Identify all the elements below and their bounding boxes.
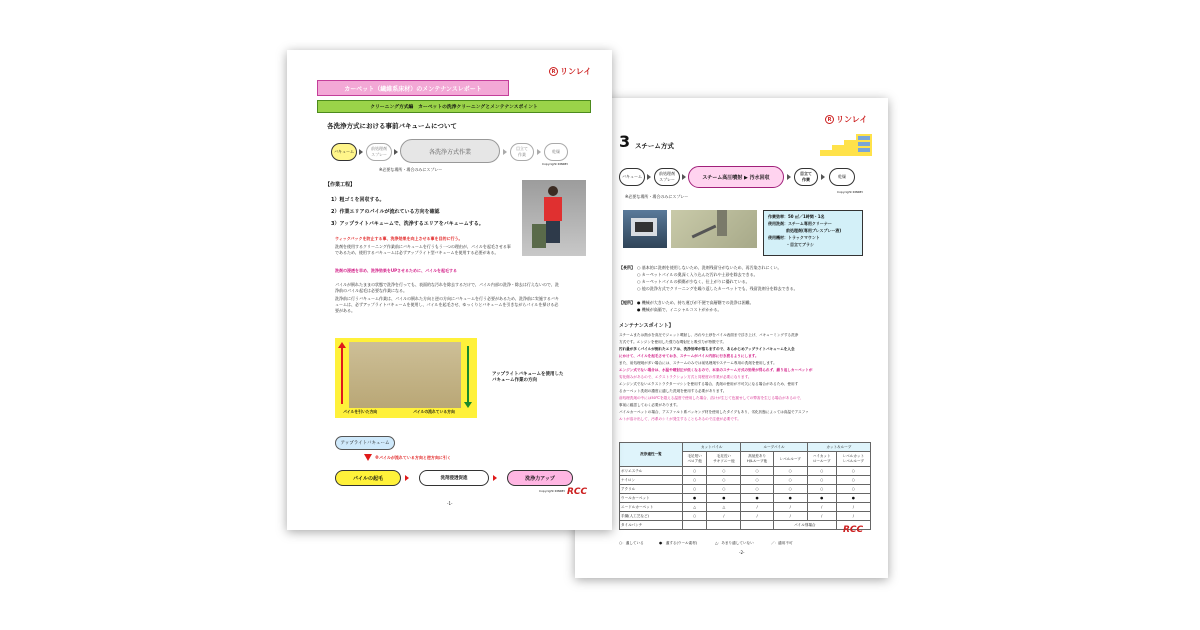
legend-item: △：あまり適していない bbox=[715, 541, 754, 545]
legend-item: ○：適している bbox=[619, 541, 644, 545]
flow-step-raise: 目立て 作業 bbox=[510, 143, 534, 161]
down-arrow-icon bbox=[364, 454, 372, 461]
magenta-note: 洗剤の浸透を早め、洗浄効果をUPさせるために、パイルを起毛する bbox=[335, 268, 458, 273]
paragraph-2: パイルが倒れたままの状態で洗浄を行っても、表面的な汚れを除去するだけで、パイル内部の洗浄・除去は行えないので、洗浄前のパイル起毛は必要な作業になる。 bbox=[335, 282, 559, 293]
demerit-item: ● 機械が高価で、イニシャルコストがかかる。 bbox=[637, 307, 722, 312]
suitability-table: 洗浄適性一覧 カットパイル ループパイル カット＆ループ 毛足短い ベロア他 毛足長い サキソニー他 高低差あり H/Lループ他 レベルループ ハイカット ローループ レベルカット レベルループ ポリエステル ○ ○ ○ ○ ○ ○ ナイロン ○ ○ ○ ○ ○ ○ アクリル ○ ○ ○ ○ ○ ○ ウールカーペット ● ● ● ● ● ● ニードルカーペット △ △ / / / / 手織(人工芝など) ○ / / / / / タイルパンチ パイル別場合 bbox=[619, 442, 871, 530]
table-header: カット＆ループ bbox=[807, 443, 870, 452]
flow-step-prespray: 前処理剤 スプレー bbox=[366, 143, 392, 161]
demerit-item: ● 機械が大きいため、持ち運びが不便で高層階での洗浄は困難。 bbox=[637, 300, 754, 305]
flow-step-cleaning: 各洗浄方式作業 bbox=[400, 139, 500, 163]
rinrei-logo bbox=[825, 114, 867, 125]
flow-arrow-icon bbox=[359, 149, 363, 155]
flow-note: ※必要な場所・場合のみにスプレー bbox=[379, 167, 443, 172]
flow-arrow-icon bbox=[682, 174, 686, 180]
rcc-logo: RCC bbox=[843, 525, 864, 535]
step-item: 2）作業エリアのパイルが流れている方向を確認 bbox=[331, 209, 440, 215]
flow-step-raise: 目立て 作業 bbox=[794, 168, 818, 186]
work-info-box: 作業効率：50 ㎡／1時間・1名 使用洗剤：スチーム専用クリーナー 前処理剤(専用プレスプレー液) 使用機材：トラックマウント ・目立てブラシ bbox=[763, 210, 863, 256]
report-page-1 bbox=[287, 50, 612, 530]
flow-arrow-icon bbox=[503, 149, 507, 155]
merit-item: ○ 基本的に洗剤を使用しないため、洗剤残留分がないため、再汚染されにくい。 bbox=[637, 265, 782, 270]
maintenance-title: メンテナンスポイント】 bbox=[619, 323, 674, 329]
report-header bbox=[317, 80, 509, 96]
table-row: ニードルカーペット △ △ / / / / bbox=[620, 503, 871, 512]
flow-arrow-icon bbox=[493, 475, 497, 481]
truck-mount-photo bbox=[623, 210, 667, 248]
section-title: スチーム方式 bbox=[635, 142, 674, 150]
flow-step-prespray: 前処理剤 スプレー bbox=[654, 168, 680, 186]
logo-text: リンレイ bbox=[560, 67, 592, 76]
table-row: アクリル ○ ○ ○ ○ ○ ○ bbox=[620, 485, 871, 494]
flow-step-vacuum: バキューム bbox=[331, 143, 357, 161]
paragraph-1: 洗剤を使用するクリーニング作業前にバキュームを行うもう一つの理由が、パイルを起毛させる事であるため、使用するバキュームは必ずアップライト型バキュームを使用する必要がある。 bbox=[335, 244, 511, 255]
section-bar-text: クリーニング方式編 カーペットの洗浄クリーニングとメンテナンスポイント bbox=[370, 105, 538, 110]
page-number: -1- bbox=[447, 501, 453, 506]
maintenance-line: ルトが溶け出して、汚系のシミが発生することもあるので注意が必要です。 bbox=[619, 417, 741, 421]
maintenance-line: 汚れ量が多くパイルが倒れたエリアは、洗浄効率が落ちますので、あらかじめアップライトバキュームを入念 bbox=[619, 347, 795, 351]
flow-step-steam: スチーム高圧噴射 ▶ 汚水回収 bbox=[688, 166, 784, 188]
rinrei-logo bbox=[549, 66, 591, 77]
work-title: 【作業工程】 bbox=[325, 182, 356, 188]
carpet-cleaning-photo bbox=[671, 210, 757, 248]
report-title: カーペット（繊維系床材）のメンテナンスレポート bbox=[344, 85, 482, 93]
copyright: Copyright RINREI bbox=[837, 190, 863, 194]
red-note: ウィックバックを防止する事、洗浄効果を向上させる事を目的に行う。 bbox=[335, 236, 463, 241]
bottom-note: ※パイルが流れている方向と逆方向に引く bbox=[375, 455, 451, 460]
report-page-2 bbox=[575, 98, 888, 578]
table-row: 手織(人工芝など) ○ / / / / / bbox=[620, 512, 871, 521]
merits-label: 【長所】 bbox=[619, 265, 635, 270]
pile-direction-figure bbox=[335, 338, 477, 418]
maintenance-line: また、前処理剤が多い場合には、スチームのみでは前処理剤やスチーム専用の洗剤を使用します。 bbox=[619, 361, 777, 365]
table-row: ナイロン ○ ○ ○ ○ ○ ○ bbox=[620, 476, 871, 485]
maintenance-line: パイルカーペットの場合、アスファルト系バッキング材を使用したタイプもあり、劣化状態によっては高温でアスファ bbox=[619, 410, 809, 414]
flow-arrow-icon bbox=[405, 475, 409, 481]
maintenance-line: 事前に確認しておく必要があります。 bbox=[619, 403, 680, 407]
maintenance-line: 前処理洗剤の中には50℃を超える温度で使用した場合、溶けが生じて色褪せしての弊害を生じる場合があるので、 bbox=[619, 396, 804, 400]
maintenance-line: るカーペット洗剤の濃度に適した洗剤を使用する必要があります。 bbox=[619, 389, 727, 393]
rcc-logo: RCC bbox=[567, 487, 588, 497]
table-row: タイルパンチ パイル別場合 bbox=[620, 521, 871, 530]
paragraph-3: 洗浄前に行うバキューム作業は、パイルの倒れた方向と逆の方向にバキュームを行う必要があるため、洗浄前に実施するバキュームは、必ずアップライトバキュームを使用し、パイルを起毛させ、ゆっくりとバキュームを引きながらパイルを掃ける必要がある。 bbox=[335, 296, 559, 313]
flow-arrow-icon bbox=[821, 174, 825, 180]
up-arrow-icon bbox=[341, 346, 343, 404]
flow-arrow-icon bbox=[537, 149, 541, 155]
figure-caption: アップライトバキュームを使用した バキューム作業の方向 bbox=[492, 372, 564, 384]
table-header: ループパイル bbox=[741, 443, 807, 452]
flow-arrow-icon bbox=[394, 149, 398, 155]
result-pile-raise: パイルの起毛 bbox=[335, 470, 401, 486]
copyright: Copyright RINREI bbox=[539, 489, 565, 493]
legend-item: ●：適する(ウール素材) bbox=[659, 541, 698, 545]
flow-step-vacuum: バキューム bbox=[619, 168, 645, 186]
maintenance-line: 劣化傷みがあるので、エクストラクション方式と同程度の作業が必要になります。 bbox=[619, 375, 752, 379]
difficulty-bars-icon bbox=[820, 134, 872, 156]
demerits-label: 【短所】 bbox=[619, 300, 635, 305]
upright-vacuum-pill: アップライトバキューム bbox=[335, 436, 395, 450]
maintenance-line: エンジン式でないエクストラクターマシンを使用する場合、洗剤の使用が不可欠になる場合があるため、使用す bbox=[619, 382, 799, 386]
table-row: ポリエステル ○ ○ ○ ○ ○ ○ bbox=[620, 467, 871, 476]
logo-text: リンレイ bbox=[836, 115, 868, 124]
table-header: カットパイル bbox=[683, 443, 741, 452]
merit-item: ○ カーペットパイルの損傷が少なく、仕上がりに優れている。 bbox=[637, 279, 750, 284]
merit-item: ○ 他の洗浄方式でクリーニングを繰り返したカーペットでも、残留洗剤分を除去できる。 bbox=[637, 286, 798, 291]
page-heading: 各洗浄方式における事前バキュームについて bbox=[327, 122, 457, 130]
pile-pulled-label: パイルを引いた方向 bbox=[343, 409, 378, 414]
result-power-up: 洗浄力アップ bbox=[507, 470, 573, 486]
result-penetration: 洗剤浸透促進 bbox=[419, 470, 489, 486]
flow-arrow-icon bbox=[647, 174, 651, 180]
maintenance-line: にかけて、パイルを起毛させておき、スチームがパイル内部に行き渡るようにします。 bbox=[619, 354, 759, 358]
step-item: 1）粗ゴミを回収する。 bbox=[331, 197, 385, 203]
maintenance-line: 方式です。エンジンを使用した強力な噴射圧と吸引力が特徴です。 bbox=[619, 340, 727, 344]
section-number: 3 bbox=[619, 132, 631, 151]
copyright: Copyright RINREI bbox=[542, 162, 568, 166]
flow-note: ※必要な場所・場合のみにスプレー bbox=[625, 194, 689, 199]
carpet-sample-image bbox=[349, 342, 461, 408]
merit-item: ○ カーペットパイルの奥深く入り込んだ汚れや土砂を除去できる。 bbox=[637, 272, 758, 277]
table-row: ウールカーペット ● ● ● ● ● ● bbox=[620, 494, 871, 503]
maintenance-line: エンジン式でない場合は、水温や噴射圧が低くなるので、本来のスチーム方式の効果が得られず、繰り返しカーペットが bbox=[619, 368, 813, 372]
flow-arrow-icon bbox=[787, 174, 791, 180]
step-item: 3）アップライトバキュームで、洗浄するエリアをバキュームする。 bbox=[331, 221, 484, 227]
maintenance-line: スチームまたは熱水を高圧でジェット噴射し、汚れや土砂をパイル表面まで浮き上げ、バキューミングする洗浄 bbox=[619, 333, 799, 337]
flow-step-dry: 乾燥 bbox=[544, 143, 568, 161]
vacuum-worker-photo bbox=[522, 180, 586, 256]
logo-mark-icon: R bbox=[549, 67, 558, 76]
page-number: -2- bbox=[739, 550, 745, 555]
legend-item: ／：適用不可 bbox=[771, 541, 793, 545]
flow-step-dry: 乾燥 bbox=[829, 168, 855, 186]
section-bar bbox=[317, 100, 591, 113]
pile-flow-label: パイルの流れている方向 bbox=[413, 409, 455, 414]
table-header: 洗浄適性一覧 bbox=[620, 443, 683, 467]
down-arrow-icon bbox=[467, 346, 469, 404]
logo-mark-icon: R bbox=[825, 115, 834, 124]
